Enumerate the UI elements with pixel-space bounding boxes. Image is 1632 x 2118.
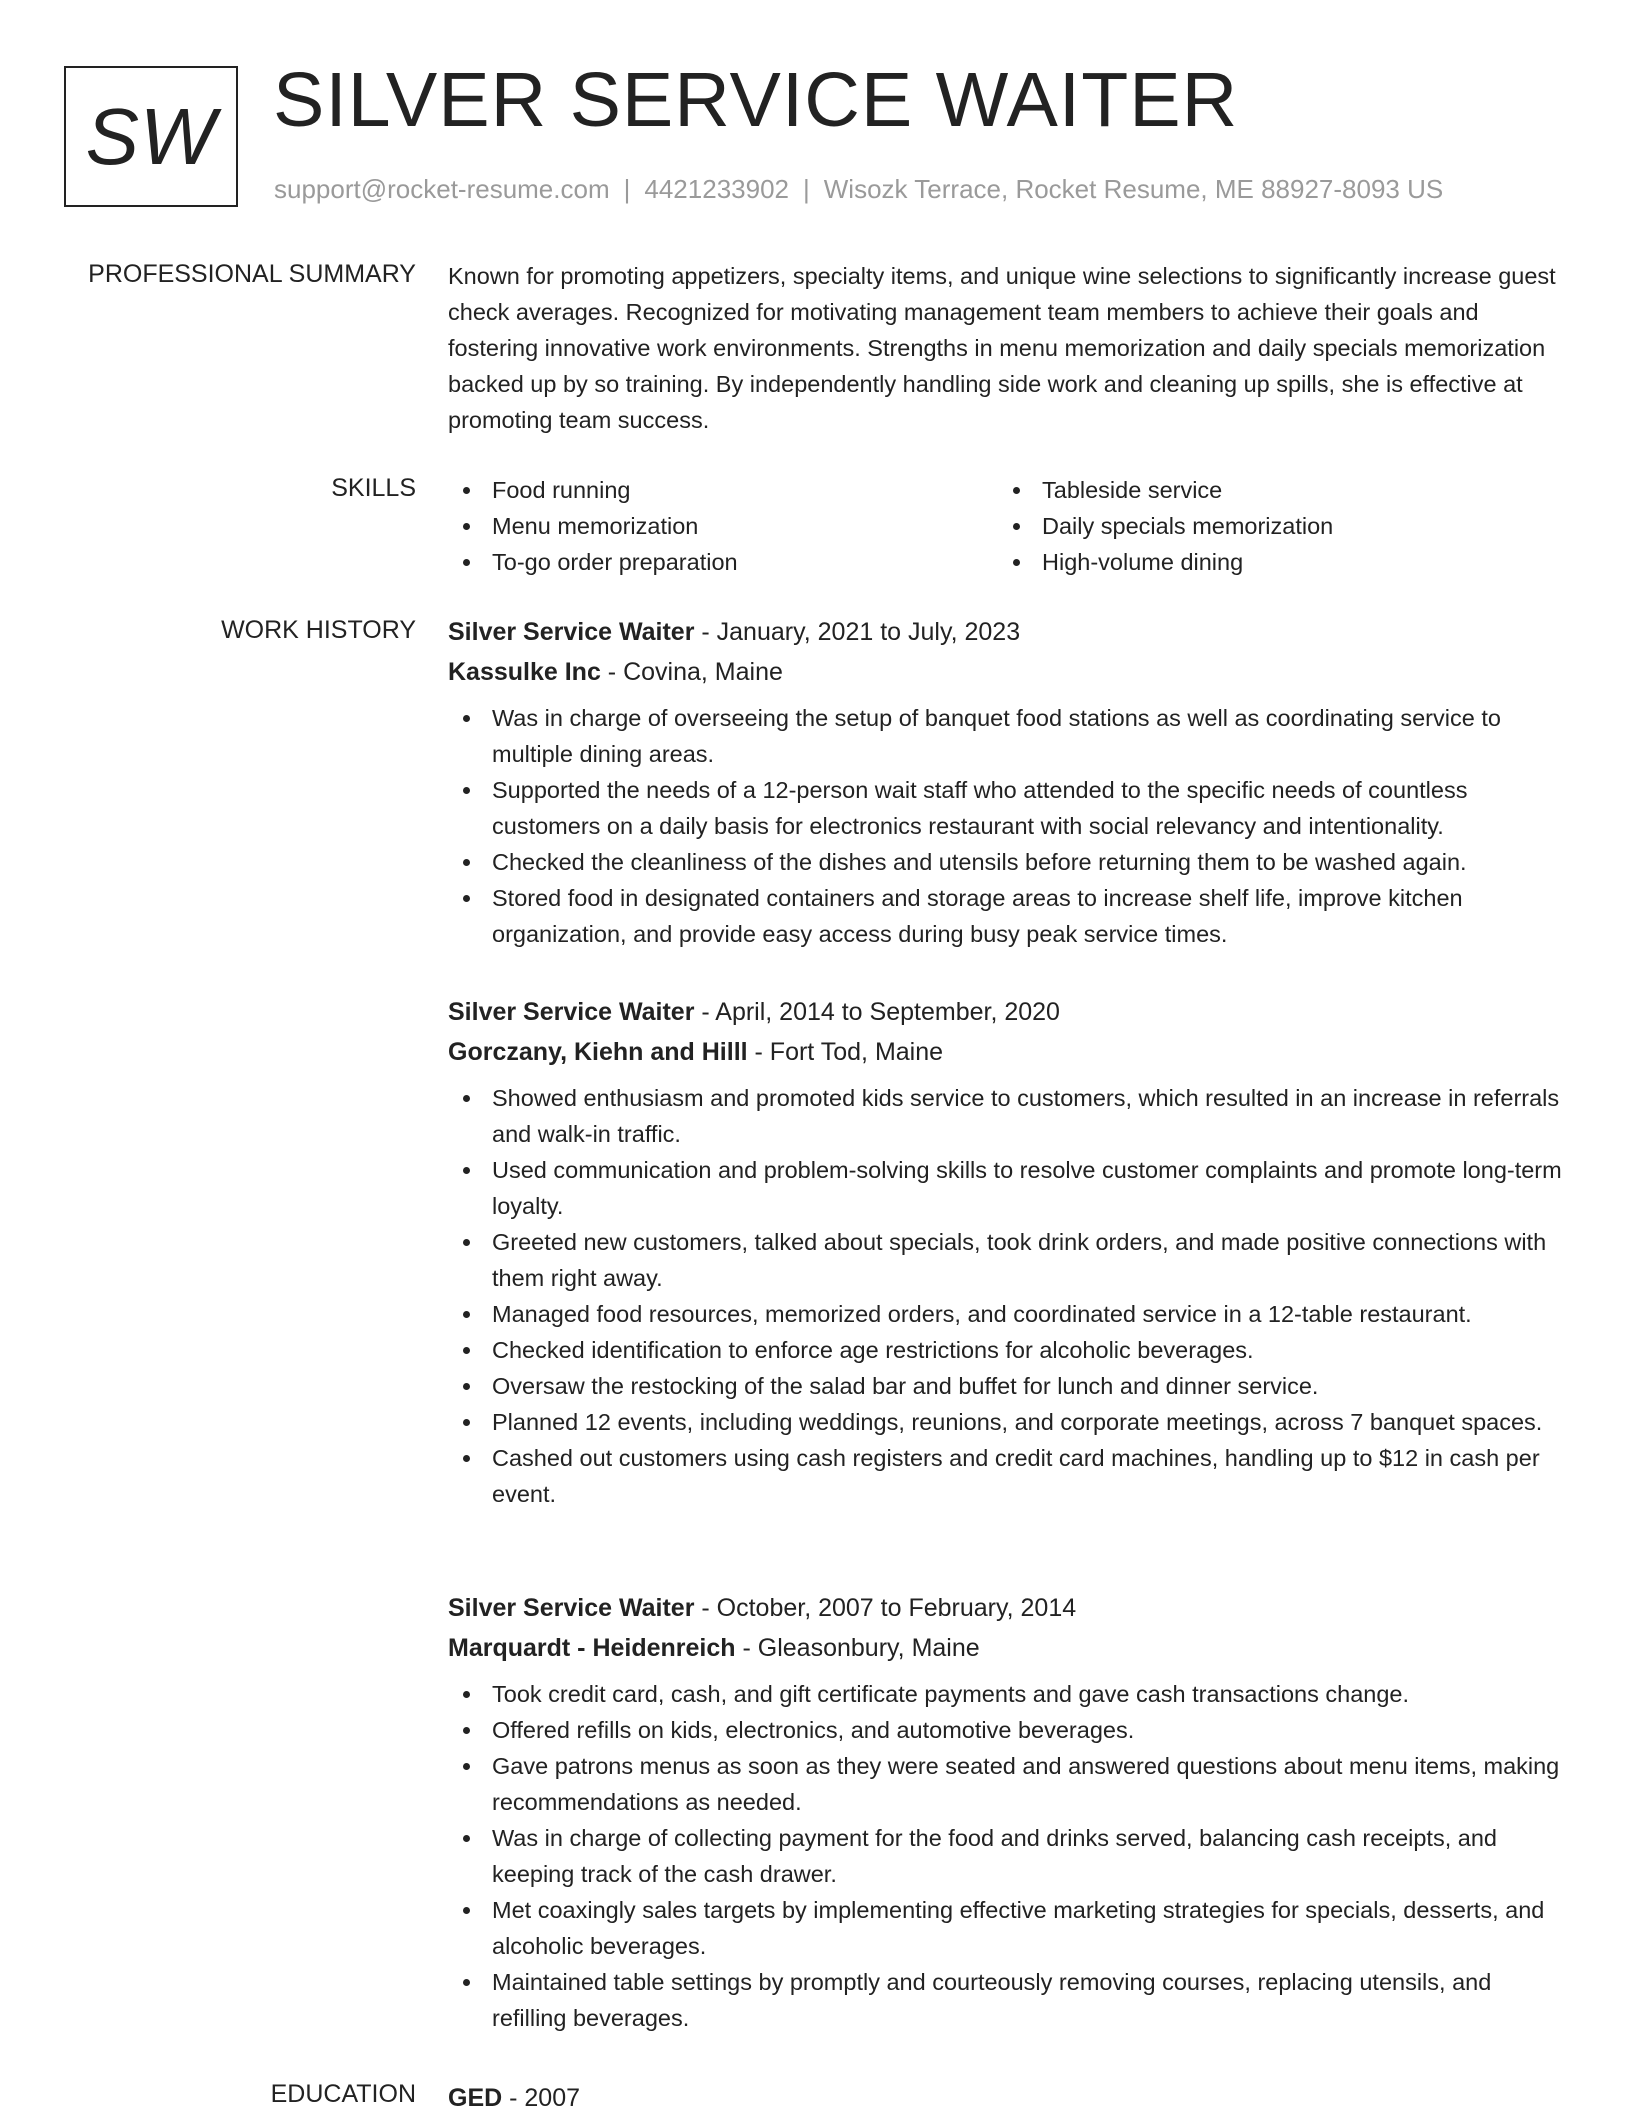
job-title: Silver Service Waiter	[448, 1594, 695, 1622]
job-bullets	[448, 700, 1568, 952]
job-bullet: Oversaw the restocking of the salad bar and buffet for lunch and dinner service.	[448, 1368, 1568, 1404]
job-entry	[448, 992, 1568, 1512]
job-bullet: Greeted new customers, talked about specials, took drink orders, and made positive connections with them right away.	[448, 1224, 1568, 1296]
education-body	[448, 2078, 1568, 2118]
job-bullets	[448, 1080, 1568, 1512]
job-dates: - October, 2007 to February, 2014	[694, 1594, 1077, 1622]
education-degree: GED	[448, 2084, 503, 2112]
job-company-line	[448, 1628, 1568, 1668]
job-title: Silver Service Waiter	[448, 618, 695, 646]
summary-body	[448, 258, 1568, 438]
skills-body	[448, 472, 1568, 580]
job-company-line	[448, 652, 1568, 692]
job-bullet: Showed enthusiasm and promoted kids service to customers, which resulted in an increase in referrals and walk-in traffic.	[448, 1080, 1568, 1152]
skill-item: High-volume dining	[998, 544, 1548, 580]
contact-line	[274, 174, 1443, 205]
job-bullet: Used communication and problem-solving skills to resolve customer complaints and promote long-term loyalty.	[448, 1152, 1568, 1224]
job-title-line	[448, 612, 1568, 652]
skills-list-right	[998, 472, 1548, 580]
summary-label: PROFESSIONAL SUMMARY	[88, 260, 416, 288]
job-dates: - January, 2021 to July, 2023	[694, 618, 1021, 646]
education-label: EDUCATION	[270, 2080, 416, 2108]
job-bullet: Was in charge of collecting payment for the food and drinks served, balancing cash receipts, and keeping track of the cash drawer.	[448, 1820, 1568, 1892]
job-location: - Gleasonbury, Maine	[735, 1634, 980, 1662]
job-company-line	[448, 1032, 1568, 1072]
job-entry	[448, 612, 1568, 952]
job-bullet: Checked identification to enforce age restrictions for alcoholic beverages.	[448, 1332, 1568, 1368]
job-bullet: Maintained table settings by promptly and courteously removing courses, replacing utensils, and refilling beverages.	[448, 1964, 1568, 2036]
job-location: - Fort Tod, Maine	[747, 1038, 944, 1066]
job-bullet: Gave patrons menus as soon as they were seated and answered questions about menu items, making recommendations as needed.	[448, 1748, 1568, 1820]
contact-phone: 4421233902	[644, 174, 789, 204]
contact-email: support@rocket-resume.com	[274, 174, 610, 204]
job-bullet: Met coaxingly sales targets by implementing effective marketing strategies for specials, desserts, and alcoholic beverages.	[448, 1892, 1568, 1964]
job-bullet: Offered refills on kids, electronics, and automotive beverages.	[448, 1712, 1568, 1748]
job-bullet: Supported the needs of a 12-person wait staff who attended to the specific needs of countless customers on a daily basis for electronics restaurant with social relevancy and intentionality.	[448, 772, 1568, 844]
skill-item: Menu memorization	[448, 508, 998, 544]
job-title: Silver Service Waiter	[448, 998, 695, 1026]
job-company: Kassulke Inc	[448, 658, 601, 686]
monogram-initials: SW	[85, 91, 217, 181]
job-bullet: Planned 12 events, including weddings, reunions, and corporate meetings, across 7 banquet spaces.	[448, 1404, 1568, 1440]
monogram-box	[64, 66, 238, 207]
contact-address: Wisozk Terrace, Rocket Resume, ME 88927-8093 US	[823, 174, 1444, 204]
job-entry	[448, 1588, 1568, 2036]
job-company: Gorczany, Kiehn and Hilll	[448, 1038, 748, 1066]
work-label: WORK HISTORY	[221, 616, 416, 644]
skill-item: Tableside service	[998, 472, 1548, 508]
job-bullet: Was in charge of overseeing the setup of banquet food stations as well as coordinating service to multiple dining areas.	[448, 700, 1568, 772]
summary-text: Known for promoting appetizers, specialty items, and unique wine selections to significantly increase guest check averages. Recognized for motivating management team members to achieve their goals and fostering innovative work environments. Strengths in menu memorization and daily specials memorization backed up by so training. By independently handling side work and cleaning up spills, she is effective at promoting team success.	[448, 263, 1556, 433]
education-year: - 2007	[502, 2084, 581, 2112]
resume-name: SILVER SERVICE WAITER	[273, 57, 1239, 143]
skills-list-left	[448, 472, 998, 580]
job-bullet: Stored food in designated containers and storage areas to increase shelf life, improve kitchen organization, and provide easy access during busy peak service times.	[448, 880, 1568, 952]
skill-item: Food running	[448, 472, 998, 508]
job-title-line	[448, 992, 1568, 1032]
job-title-line	[448, 1588, 1568, 1628]
skills-label: SKILLS	[331, 474, 416, 502]
contact-separator: |	[803, 174, 810, 204]
job-bullets	[448, 1676, 1568, 2036]
skill-item: To-go order preparation	[448, 544, 998, 580]
job-bullet: Managed food resources, memorized orders, and coordinated service in a 12-table restaurant.	[448, 1296, 1568, 1332]
job-bullet: Cashed out customers using cash registers and credit card machines, handling up to $12 in cash per event.	[448, 1440, 1568, 1512]
job-company: Marquardt - Heidenreich	[448, 1634, 736, 1662]
job-location: - Covina, Maine	[600, 658, 783, 686]
job-dates: - April, 2014 to September, 2020	[694, 998, 1060, 1026]
job-bullet: Checked the cleanliness of the dishes and utensils before returning them to be washed again.	[448, 844, 1568, 880]
job-bullet: Took credit card, cash, and gift certificate payments and gave cash transactions change.	[448, 1676, 1568, 1712]
education-line	[448, 2078, 1568, 2118]
contact-separator: |	[623, 174, 631, 204]
skill-item: Daily specials memorization	[998, 508, 1548, 544]
